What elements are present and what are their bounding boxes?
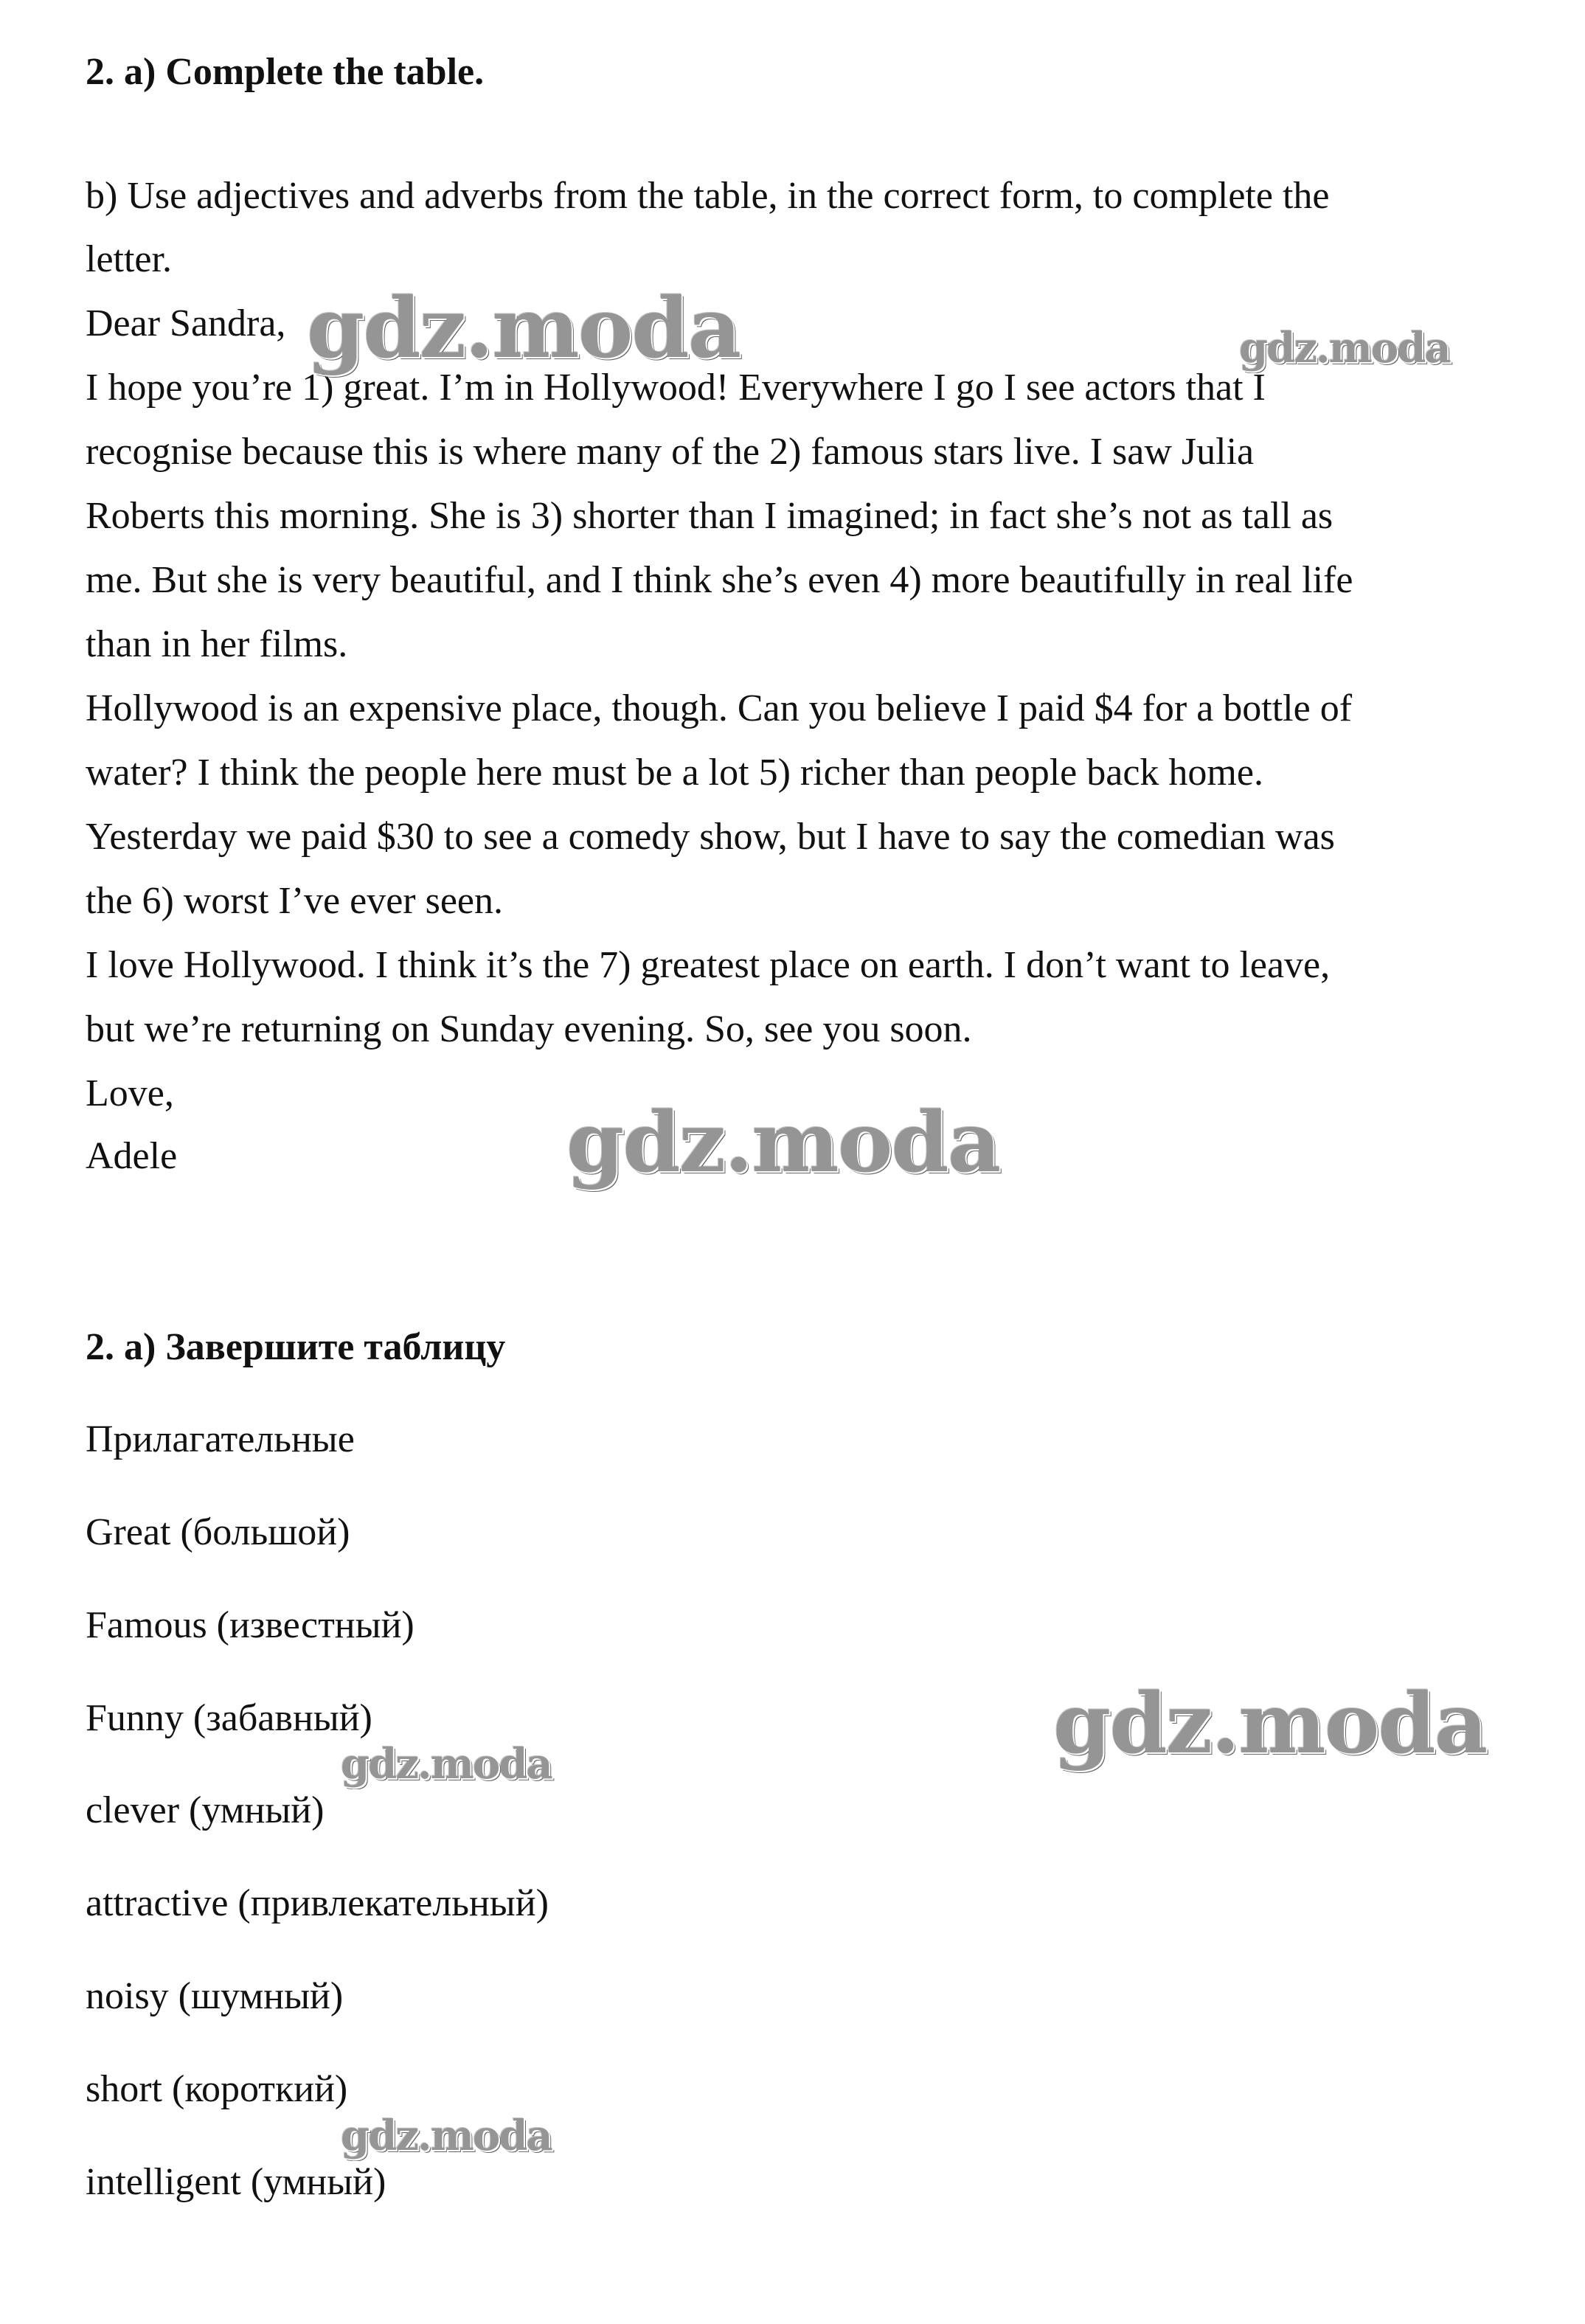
instruction-line: letter.: [86, 238, 172, 280]
adjective-item: clever (умный): [86, 1789, 325, 1831]
letter-closing: Love,: [86, 1072, 174, 1114]
adjective-item: intelligent (умный): [86, 2161, 386, 2203]
letter-line: me. But she is very beautiful, and I think she’s even 4) more beautifully in real life: [86, 559, 1353, 601]
adjective-item: Funny (забавный): [86, 1697, 372, 1739]
letter-line: water? I think the people here must be a lot 5) richer than people back home.: [86, 752, 1263, 794]
letter-line: I hope you’re 1) great. I’m in Hollywood! Everywhere I go I see actors that I: [86, 367, 1266, 409]
watermark: gdz.moda: [307, 280, 741, 377]
watermark: gdz.moda: [1239, 324, 1450, 372]
letter-line: but we’re returning on Sunday evening. So, see you soon.: [86, 1008, 972, 1050]
adjective-item: attractive (привлекательный): [86, 1882, 549, 1924]
instruction-line: b) Use adjectives and adverbs from the table, in the correct form, to complete the: [86, 175, 1330, 217]
adjective-item: noisy (шумный): [86, 1975, 344, 2017]
watermark: gdz.moda: [566, 1095, 1000, 1191]
letter-signature: Adele: [86, 1135, 178, 1177]
task-heading-ru: 2. а) Завершите таблицу: [86, 1326, 506, 1368]
adjective-item: Famous (известный): [86, 1604, 415, 1646]
task-heading-en: 2. a) Complete the table.: [86, 51, 485, 93]
watermark: gdz.moda: [341, 1740, 552, 1789]
letter-line: Roberts this morning. She is 3) shorter than I imagined; in fact she’s not as tall as: [86, 495, 1333, 537]
watermark: gdz.moda: [1053, 1676, 1487, 1772]
letter-line: the 6) worst I’ve ever seen.: [86, 880, 503, 922]
watermark: gdz.moda: [341, 2112, 552, 2160]
letter-line: Yesterday we paid $30 to see a comedy show, but I have to say the comedian was: [86, 816, 1335, 858]
table-subheading: Прилагательные: [86, 1418, 355, 1460]
letter-line: than in her films.: [86, 623, 348, 665]
letter-greeting: Dear Sandra,: [86, 302, 286, 344]
letter-line: Hollywood is an expensive place, though. Can you believe I paid $4 for a bottle of: [86, 687, 1353, 729]
letter-line: I love Hollywood. I think it’s the 7) greatest place on earth. I don’t want to leave,: [86, 944, 1331, 986]
adjective-item: short (короткий): [86, 2068, 348, 2110]
adjective-item: Great (большой): [86, 1511, 350, 1553]
letter-line: recognise because this is where many of the 2) famous stars live. I saw Julia: [86, 431, 1255, 473]
